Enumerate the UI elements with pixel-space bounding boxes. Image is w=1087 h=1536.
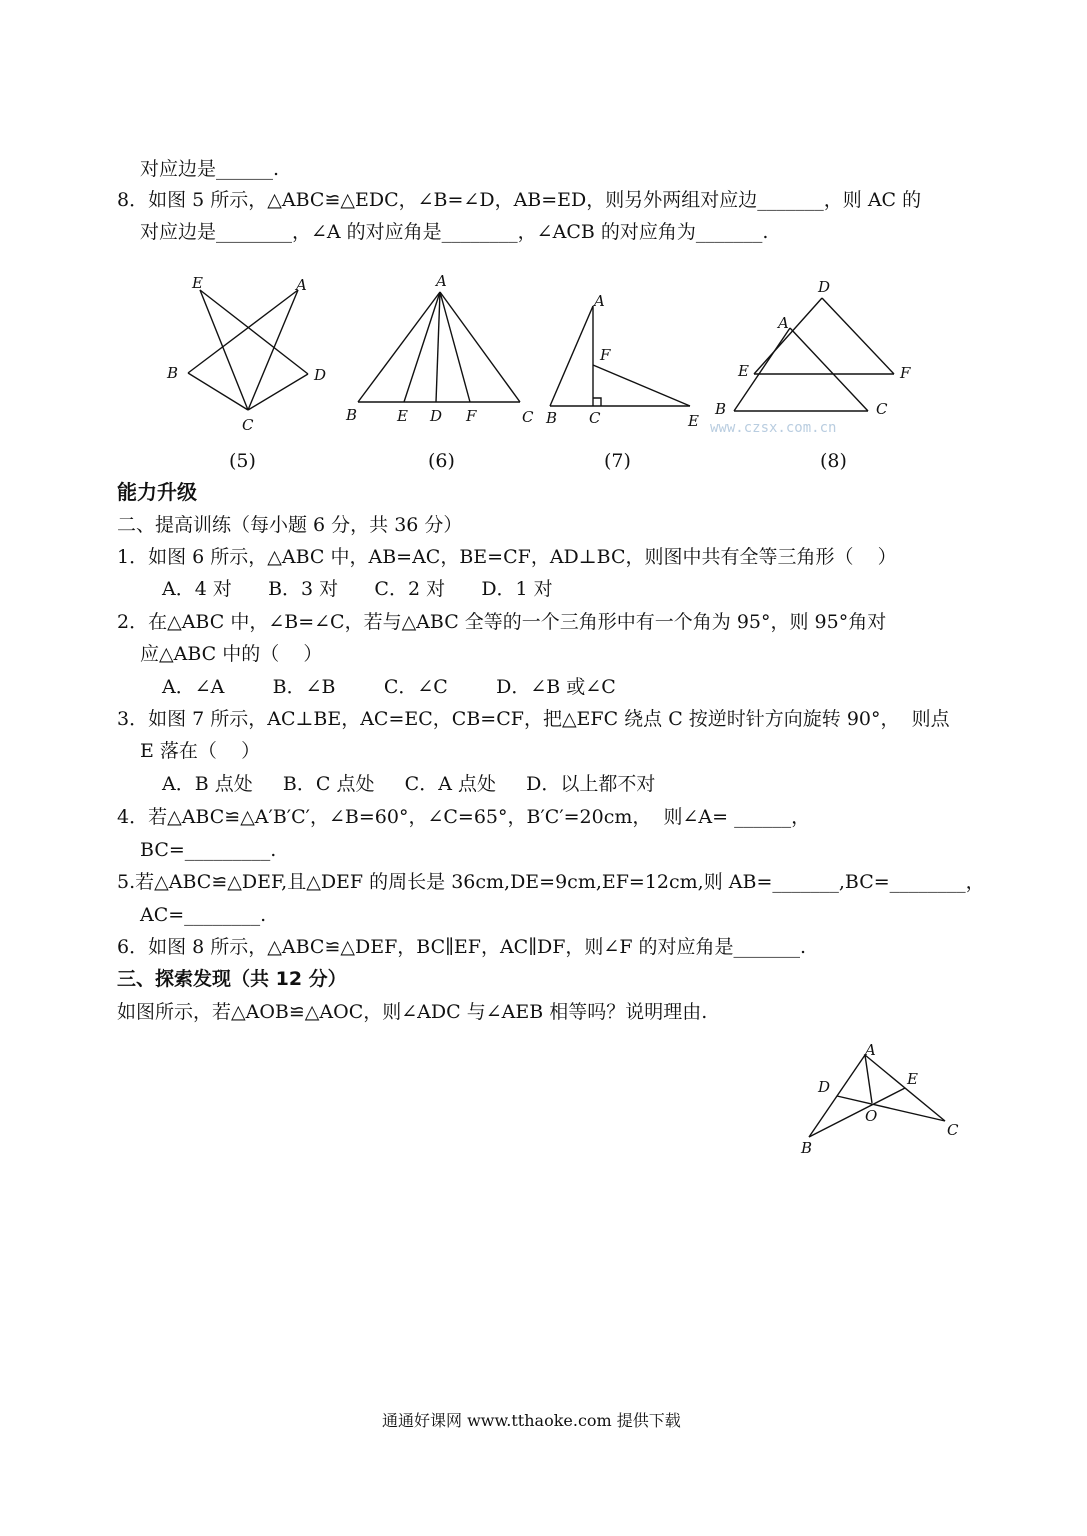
question-2-line1: 2．在△ABC 中，∠B=∠C，若与△ABC 全等的一个三角形中有一个角为 95°，则 95°角对 xyxy=(117,611,887,633)
q7-continued-line: 对应边是______. xyxy=(140,158,280,180)
page-footer: 通通好课网 www.tthaoke.com 提供下载 xyxy=(382,1411,681,1430)
fig5-label-c: C xyxy=(242,416,254,434)
question-8-line1: 8．如图 5 所示，△ABC≌△EDC，∠B=∠D，AB=ED，则另外两组对应边_______，则 AC 的 xyxy=(117,189,922,211)
fig7-label-c: C xyxy=(589,409,601,427)
fig9-label-c: C xyxy=(947,1121,959,1139)
figure-8 xyxy=(710,272,911,437)
fig6-label-b: B xyxy=(346,406,358,424)
section-2-heading: 二、提高训练（每小题 6 分，共 36 分） xyxy=(117,514,463,536)
question-4-line1: 4．若△ABC≌△A′B′C′，∠B=60°，∠C=65°，B′C′=20cm， 则∠A= ______， xyxy=(117,806,811,828)
section-ability-heading: 能力升级 xyxy=(117,480,197,504)
fig5-label-b: B xyxy=(167,364,179,382)
fig7-label-e: E xyxy=(688,412,699,430)
section-3-heading: 三、探索发现（共 12 分） xyxy=(117,968,347,990)
watermark-text: www.czsx.com.cn xyxy=(710,420,837,436)
question-6: 6．如图 8 所示，△ABC≌△DEF，BC∥EF，AC∥DF，则∠F 的对应角是_______. xyxy=(117,936,807,958)
fig8-label-c: C xyxy=(876,400,888,418)
fig8-label-d: D xyxy=(818,278,831,296)
fig9-label-b: B xyxy=(801,1139,813,1157)
figure-7-caption: (7) xyxy=(604,450,631,472)
figure-6-caption: (6) xyxy=(428,450,455,472)
fig5-label-e: E xyxy=(192,274,203,292)
fig5-label-d: D xyxy=(314,366,327,384)
question-1-options: A．4 对 B．3 对 C．2 对 D．1 对 xyxy=(162,578,553,600)
figure-6 xyxy=(340,268,540,428)
fig6-label-f: F xyxy=(466,407,477,425)
question-2-line2: 应△ABC 中的（ ） xyxy=(140,643,323,665)
question-5-line2: AC=________. xyxy=(140,904,267,926)
fig7-label-b: B xyxy=(546,409,558,427)
question-5-line1: 5.若△ABC≌△DEF,且△DEF 的周长是 36cm,DE=9cm,EF=12cm,则 AB=_______,BC=________， xyxy=(117,871,985,893)
fig6-label-d: D xyxy=(430,407,443,425)
fig6-label-a: A xyxy=(436,272,447,290)
fig5-label-a: A xyxy=(296,276,307,294)
figure-7 xyxy=(540,288,710,433)
fig9-label-d: D xyxy=(818,1078,831,1096)
question-4-line2: BC=_________. xyxy=(140,839,277,861)
fig6-label-c: C xyxy=(522,408,534,426)
fig8-label-f: F xyxy=(900,364,911,382)
question-3-line2: E 落在（ ） xyxy=(140,740,261,762)
question-3-line1: 3．如图 7 所示，AC⊥BE，AC=EC，CB=CF，把△EFC 绕点 C 按逆时针方向旋转 90°， 则点 xyxy=(117,708,950,730)
fig8-label-b: B xyxy=(715,400,727,418)
fig9-label-o: O xyxy=(865,1107,878,1125)
explore-question: 如图所示，若△AOB≌△AOC，则∠ADC 与∠AEB 相等吗？说明理由. xyxy=(117,1001,708,1023)
question-3-options: A．B 点处 B．C 点处 C．A 点处 D．以上都不对 xyxy=(162,773,656,795)
question-1: 1．如图 6 所示，△ABC 中，AB=AC，BE=CF，AD⊥BC，则图中共有全等三角形（ ） xyxy=(117,546,897,568)
question-2-options: A．∠A B．∠B C．∠C D．∠B 或∠C xyxy=(162,676,616,698)
fig8-label-e: E xyxy=(738,362,749,380)
figure-8-caption: (8) xyxy=(820,450,847,472)
fig7-label-a: A xyxy=(594,292,605,310)
figure-explore xyxy=(795,1035,975,1165)
figure-5 xyxy=(160,270,340,440)
figure-5-caption: (5) xyxy=(229,450,256,472)
fig9-label-a: A xyxy=(865,1041,876,1059)
fig8-label-a: A xyxy=(778,314,789,332)
fig7-label-f: F xyxy=(600,346,611,364)
fig9-label-e: E xyxy=(907,1070,918,1088)
fig6-label-e: E xyxy=(397,407,408,425)
question-8-line2: 对应边是________，∠A 的对应角是________，∠ACB 的对应角为_______. xyxy=(140,221,769,243)
